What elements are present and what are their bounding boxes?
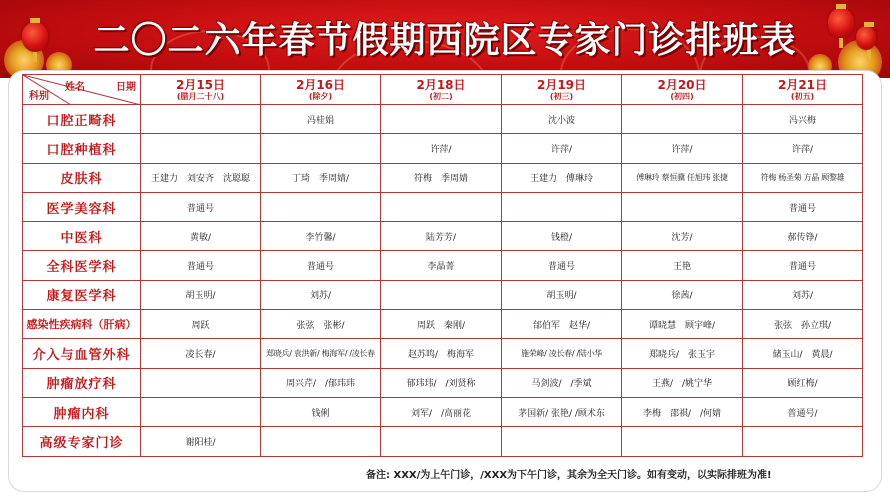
schedule-cell: 徐茜/ [622, 280, 743, 309]
date-header [261, 75, 381, 105]
dept-name: 高级专家门诊 [23, 427, 141, 456]
schedule-cell: 谢阳桂/ [141, 427, 261, 456]
table-row [23, 310, 863, 339]
dept-name: 口腔种植科 [23, 134, 141, 163]
schedule-cell: 邰伯军 赵华/ [502, 310, 622, 339]
schedule-cell: 许萍/ [622, 134, 743, 163]
schedule-cell: 李梅 邵祺/ /何婧 [622, 397, 743, 426]
schedule-cell [381, 427, 502, 456]
schedule-cell: 钱俐 [261, 397, 381, 426]
footer-note: 备注: XXX/为上午门诊，/XXX为下午门诊，其余为全天门诊。如有变动，以实际排班为准! [366, 470, 772, 481]
table-row [23, 339, 863, 368]
schedule-cell: 顾红梅/ [743, 368, 863, 397]
corner-date-label: 日期 [116, 82, 136, 93]
schedule-cell [622, 427, 743, 456]
schedule-cell: 施荣峰/ 凌长春/ /陆小华 [502, 339, 622, 368]
dept-name: 全科医学科 [23, 251, 141, 280]
date-label: 2月20日 [657, 77, 707, 92]
schedule-cell [261, 427, 381, 456]
date-header [622, 75, 743, 105]
schedule-cell: 普通号 [141, 251, 261, 280]
schedule-cell: 钱橙/ [502, 222, 622, 251]
dept-name: 口腔正畸科 [23, 105, 141, 134]
schedule-cell [261, 134, 381, 163]
date-header [381, 75, 502, 105]
schedule-cell: 李竹馨/ [261, 222, 381, 251]
schedule-cell: 普通号 [743, 192, 863, 221]
table-row [23, 192, 863, 221]
schedule-cell: 胡玉明/ [502, 280, 622, 309]
schedule-cell: 普通号 [141, 192, 261, 221]
schedule-cell: 沈芳/ [622, 222, 743, 251]
table-row [23, 368, 863, 397]
date-label: 2月18日 [416, 77, 466, 92]
schedule-cell: 刘苏/ [743, 280, 863, 309]
schedule-cell: 符梅 杨圣菊 方晶 顾黎雄 [743, 163, 863, 192]
schedule-cell: 周跃 秦刚/ [381, 310, 502, 339]
date-header-row [23, 75, 863, 105]
table-row [23, 427, 863, 456]
schedule-cell: 周兴芹/ /郁玮玮 [261, 368, 381, 397]
schedule-cell: 凌长春/ [141, 339, 261, 368]
dept-name: 介入与血管外科 [23, 339, 141, 368]
schedule-cell [381, 280, 502, 309]
schedule-cell [141, 397, 261, 426]
schedule-cell: 傅琳玲 蔡恒骥 任旭玮 张捷 [622, 163, 743, 192]
schedule-cell: 茅国新/ 张艳/ /顾术东 [502, 397, 622, 426]
date-header [141, 75, 261, 105]
schedule-cell [381, 105, 502, 134]
schedule-cell: 谭晓慧 顾宇峰/ [622, 310, 743, 339]
dept-name: 康复医学科 [23, 280, 141, 309]
schedule-cell: 王建力 刘安齐 沈聪聪 [141, 163, 261, 192]
dept-name: 肿瘤内科 [23, 397, 141, 426]
date-label: 2月21日 [777, 77, 828, 92]
table-row [23, 222, 863, 251]
schedule-cell: 王建力 傅琳玲 [502, 163, 622, 192]
lunar-label: (初四) [670, 91, 694, 101]
schedule-cell: 马剑波/ /季斌 [502, 368, 622, 397]
schedule-cell: 张弦 孙立琪/ [743, 310, 863, 339]
schedule-cell [381, 192, 502, 221]
schedule-cell [141, 368, 261, 397]
lunar-label: (初五) [790, 91, 815, 101]
table-row [23, 163, 863, 192]
schedule-cell: 郁玮玮/ /刘贤称 [381, 368, 502, 397]
schedule-table [22, 74, 863, 457]
corner-name-label: 姓名 [65, 82, 85, 93]
schedule-cell: 刘军/ /高丽花 [381, 397, 502, 426]
dept-name: 皮肤科 [23, 163, 141, 192]
schedule-cell [261, 192, 381, 221]
schedule-cell: 许萍/ [502, 134, 622, 163]
corner-header [23, 75, 141, 105]
table-row [23, 280, 863, 309]
schedule-cell: 郑晓兵/ 张玉宇 [622, 339, 743, 368]
schedule-cell: 刘苏/ [261, 280, 381, 309]
schedule-cell: 冯桂娟 [261, 105, 381, 134]
schedule-cell: 普通号 [502, 251, 622, 280]
dept-name: 感染性疾病科（肝病） [23, 310, 141, 339]
schedule-cell [622, 192, 743, 221]
schedule-cell: 符梅 季周婧 [381, 163, 502, 192]
date-header [502, 75, 622, 105]
schedule-cell [743, 427, 863, 456]
schedule-cell [622, 105, 743, 134]
table-row [23, 134, 863, 163]
date-label: 2月16日 [295, 77, 346, 92]
schedule-cell: 赵苏鸣/ 梅海军 [381, 339, 502, 368]
schedule-cell: 沈小波 [502, 105, 622, 134]
dept-name: 中医科 [23, 222, 141, 251]
page-title: 二〇二六年春节假期西院区专家门诊排班表 [93, 20, 797, 61]
schedule-cell [502, 427, 622, 456]
dept-name: 肿瘤放疗科 [23, 368, 141, 397]
schedule-cell: 丁琦 季周婧/ [261, 163, 381, 192]
schedule-cell: 张弦 张彬/ [261, 310, 381, 339]
schedule-cell [141, 105, 261, 134]
schedule-cell: 王艳 [622, 251, 743, 280]
table-row [23, 397, 863, 426]
corner-dept-label: 科别 [29, 91, 49, 102]
table-row [23, 251, 863, 280]
dept-name: 医学美容科 [23, 192, 141, 221]
schedule-cell: 普通号 [261, 251, 381, 280]
schedule-cell: 普通号/ [743, 397, 863, 426]
schedule-cell: 李晶菁 [381, 251, 502, 280]
lunar-label: (初三) [549, 91, 574, 101]
lunar-label: (除夕) [308, 91, 333, 101]
schedule-cell: 陆芳芳/ [381, 222, 502, 251]
schedule-cell: 许萍/ [381, 134, 502, 163]
schedule-cell: 郝传铮/ [743, 222, 863, 251]
schedule-cell: 胡玉明/ [141, 280, 261, 309]
schedule-cell: 储玉山/ 黄晨/ [743, 339, 863, 368]
schedule-cell: 普通号 [743, 251, 863, 280]
schedule-cell: 周跃 [141, 310, 261, 339]
lunar-label: (初二) [429, 91, 453, 101]
schedule-cell: 王燕/ /姚宁华 [622, 368, 743, 397]
title-banner [0, 0, 890, 78]
schedule-cell: 许萍/ [743, 134, 863, 163]
lunar-label: (腊月二十八) [176, 91, 225, 101]
schedule-cell [141, 134, 261, 163]
schedule-cell [502, 192, 622, 221]
date-label: 2月15日 [175, 77, 226, 92]
schedule-cell: 黄敏/ [141, 222, 261, 251]
schedule-cell: 郑晓兵/ 袁洪新/ 梅海军/ /凌长春 [261, 339, 381, 368]
date-label: 2月19日 [536, 77, 587, 92]
table-row [23, 105, 863, 134]
date-header [743, 75, 863, 105]
schedule-cell: 冯兴梅 [743, 105, 863, 134]
